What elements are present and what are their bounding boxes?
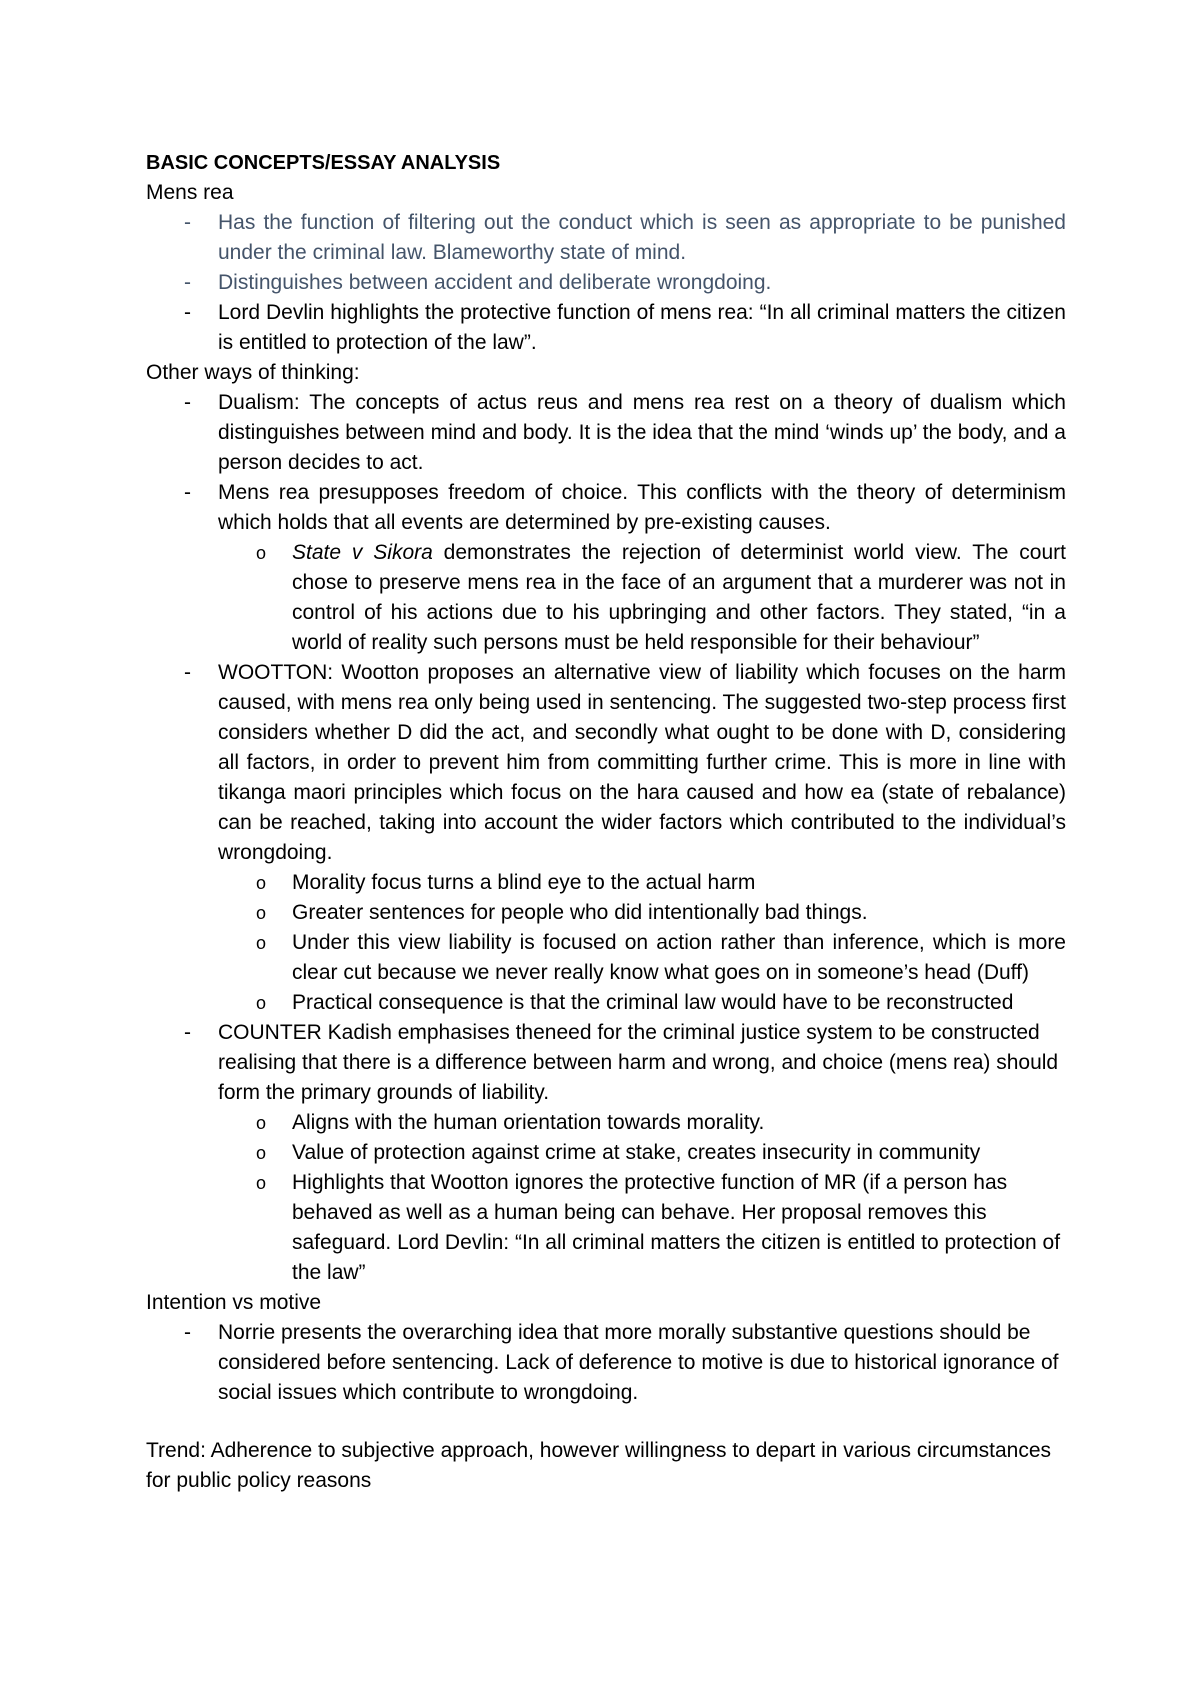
case-name: State v Sikora <box>292 541 433 564</box>
sub-list-item: o Highlights that Wootton ignores the protective function of MR (if a person has behaved as well as a human being can behave. Her proposal removes this safeguard. Lord Devlin: “In all criminal matters the citizen is entitled to protection of the law” <box>146 1168 1066 1288</box>
sub-list-item: o Value of protection against crime at stake, creates insecurity in community <box>146 1138 1066 1168</box>
list-item-determinism: - Mens rea presupposes freedom of choice. This conflicts with the theory of determinism which holds that all events are determined by pre-existing causes. <box>146 478 1066 538</box>
list-item: - Norrie presents the overarching idea that more morally substantive questions should be considered before sentencing. Lack of deference to motive is due to historical ignorance of social issues which contribute to wrongdoing. <box>146 1318 1066 1408</box>
list-item-dualism: - Dualism: The concepts of actus reus and mens rea rest on a theory of dualism which distinguishes between mind and body. It is the idea that the mind ‘winds up’ the body, and a person decides to act. <box>146 388 1066 478</box>
sub-list-item: o Morality focus turns a blind eye to the actual harm <box>146 868 1066 898</box>
heading-intention-vs-motive: Intention vs motive <box>146 1291 322 1314</box>
list-item: - Has the function of filtering out the conduct which is seen as appropriate to be punished under the criminal law. Blameworthy state of mind. <box>146 208 1066 268</box>
heading-other-ways: Other ways of thinking: <box>146 361 360 384</box>
heading-mens-rea: Mens rea <box>146 181 234 204</box>
list-item: - Distinguishes between accident and deliberate wrongdoing. <box>146 268 1066 298</box>
sub-list-item: o Under this view liability is focused on action rather than inference, which is more clear cut because we never really know what goes on in someone’s head (Duff) <box>146 928 1066 988</box>
list-item: - Lord Devlin highlights the protective function of mens rea: “In all criminal matters the citizen is entitled to protection of the law”. <box>146 298 1066 358</box>
case-text: demonstrates the rejection of determinist world view. The court chose to preserve mens rea in the face of an argument that a murderer was not in control of his actions due to his upbringing and other factors. They stated, “in a world of reality such persons must be held responsible for their behaviour” <box>292 541 1066 654</box>
document-page <box>146 148 1066 1496</box>
sub-list-item: o Aligns with the human orientation towards morality. <box>146 1108 1066 1138</box>
trend-paragraph: Trend: Adherence to subjective approach, however willingness to depart in various circumstances for public policy reasons <box>146 1439 1052 1492</box>
sub-list-item: o Practical consequence is that the criminal law would have to be reconstructed <box>146 988 1066 1018</box>
sub-list-item-sikora <box>146 538 1066 658</box>
list-item-counter: - COUNTER Kadish emphasises theneed for the criminal justice system to be constructed realising that there is a difference between harm and wrong, and choice (mens rea) should form the primary grounds of liability. <box>146 1018 1066 1108</box>
sub-list-item: o Greater sentences for people who did intentionally bad things. <box>146 898 1066 928</box>
document-title: BASIC CONCEPTS/ESSAY ANALYSIS <box>146 152 501 174</box>
paragraph-spacer <box>146 1408 1066 1436</box>
list-item-wootton: - WOOTTON: Wootton proposes an alternative view of liability which focuses on the harm caused, with mens rea only being used in sentencing. The suggested two-step process first considers whether D did the act, and secondly what ought to be done with D, considering all factors, in order to prevent him from committing further crime. This is more in line with tikanga maori principles which focus on the hara caused and how ea (state of rebalance) can be reached, taking into account the wider factors which contributed to the individual’s wrongdoing. <box>146 658 1066 868</box>
